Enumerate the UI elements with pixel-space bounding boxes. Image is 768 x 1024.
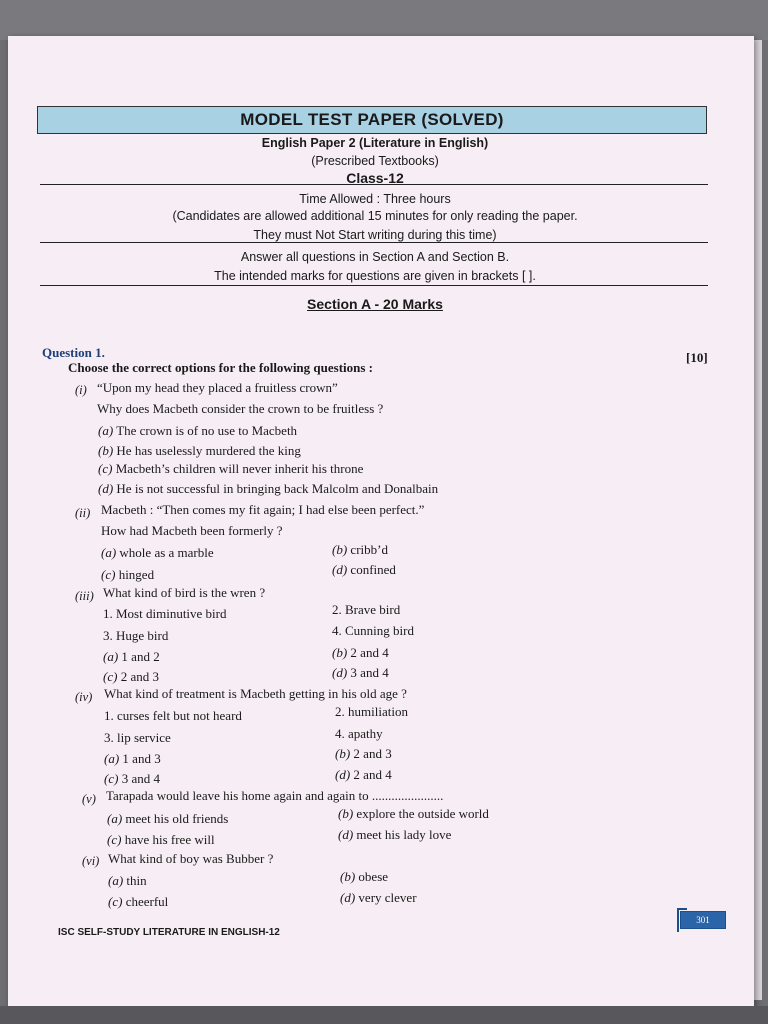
title-banner bbox=[37, 106, 707, 134]
option-text: confined bbox=[350, 562, 396, 577]
option-letter: (a) bbox=[98, 423, 114, 438]
item-question: Tarapada would leave his home again and again to ...................... bbox=[106, 788, 444, 803]
page-number: 301 bbox=[680, 911, 726, 929]
option-letter: (d) bbox=[332, 665, 348, 680]
option-text: 2 and 4 bbox=[353, 767, 392, 782]
option-text: meet his lady love bbox=[356, 827, 452, 842]
option-text: meet his old friends bbox=[125, 811, 229, 826]
option-text: 3 and 4 bbox=[121, 771, 160, 786]
item-number: (ii) bbox=[75, 506, 91, 520]
option-letter: (b) bbox=[340, 869, 356, 884]
option-letter: (d) bbox=[338, 827, 354, 842]
page-title: MODEL TEST PAPER (SOLVED) bbox=[240, 110, 504, 129]
option-letter: (b) bbox=[338, 806, 354, 821]
item-point: 4. Cunning bird bbox=[332, 623, 414, 638]
option-text: hinged bbox=[118, 567, 155, 582]
option-text: Macbeth’s children will never inherit his throne bbox=[115, 461, 364, 476]
option-text: The crown is of no use to Macbeth bbox=[116, 423, 298, 438]
option-text: have his free will bbox=[124, 832, 215, 847]
item-number: (v) bbox=[82, 792, 96, 806]
option-text: obese bbox=[358, 869, 389, 884]
item-point: 3. lip service bbox=[104, 730, 171, 745]
item-point: 1. curses felt but not heard bbox=[104, 708, 242, 723]
item-number: (vi) bbox=[82, 854, 100, 868]
option-text: 2 and 3 bbox=[353, 746, 392, 761]
question-marks: [10] bbox=[686, 350, 708, 365]
item-question: Why does Macbeth consider the crown to be fruitless ? bbox=[97, 401, 384, 416]
class-label: Class-12 bbox=[346, 170, 404, 186]
scanner-background-bottom bbox=[0, 1006, 768, 1024]
option-letter: (c) bbox=[103, 669, 118, 684]
option-letter: (d) bbox=[332, 562, 348, 577]
option-text: He has uselessly murdered the king bbox=[116, 443, 301, 458]
item-point: 3. Huge bird bbox=[103, 628, 169, 643]
option-text: 1 and 2 bbox=[121, 649, 160, 664]
option-letter: (a) bbox=[107, 811, 123, 826]
reading-time-note: (Candidates are allowed additional 15 minutes for only reading the paper. bbox=[172, 209, 578, 223]
option-text: thin bbox=[126, 873, 147, 888]
question-heading: Question 1. bbox=[42, 345, 105, 360]
option-text: cheerful bbox=[125, 894, 169, 909]
option-letter: (a) bbox=[108, 873, 124, 888]
item-question: How had Macbeth been formerly ? bbox=[101, 523, 283, 538]
option-letter: (b) bbox=[98, 443, 114, 458]
no-writing-note: They must Not Start writing during this time) bbox=[253, 228, 497, 242]
item-question: What kind of treatment is Macbeth getting in his old age ? bbox=[104, 686, 407, 701]
option-letter: (a) bbox=[104, 751, 120, 766]
option-letter: (d) bbox=[98, 481, 114, 496]
section-heading: Section A - 20 Marks bbox=[307, 296, 443, 312]
option-text: He is not successful in bringing back Malcolm and Donalbain bbox=[116, 481, 439, 496]
item-point: 2. Brave bird bbox=[332, 602, 401, 617]
item-point: 4. apathy bbox=[335, 726, 383, 741]
item-number: (iv) bbox=[75, 690, 93, 704]
item-point: 1. Most diminutive bird bbox=[103, 606, 227, 621]
option-letter: (b) bbox=[332, 542, 348, 557]
marks-note: The intended marks for questions are given in brackets [ ]. bbox=[214, 269, 536, 283]
paper-name: English Paper 2 (Literature in English) bbox=[261, 136, 489, 150]
option-text: cribb’d bbox=[350, 542, 388, 557]
item-question: What kind of boy was Bubber ? bbox=[108, 851, 274, 866]
option-text: 3 and 4 bbox=[350, 665, 389, 680]
option-letter: (c) bbox=[98, 461, 113, 476]
item-number: (i) bbox=[75, 383, 87, 397]
question-instruction: Choose the correct options for the following questions : bbox=[68, 360, 374, 375]
divider bbox=[40, 184, 708, 185]
textbooks-note: (Prescribed Textbooks) bbox=[311, 154, 439, 168]
option-letter: (d) bbox=[340, 890, 356, 905]
option-letter: (c) bbox=[107, 832, 122, 847]
option-text: 2 and 4 bbox=[350, 645, 389, 660]
item-quote: Macbeth : “Then comes my fit again; I had else been perfect.” bbox=[101, 502, 425, 517]
item-point: 2. humiliation bbox=[335, 704, 408, 719]
time-allowed: Time Allowed : Three hours bbox=[299, 192, 451, 206]
answer-all-note: Answer all questions in Section A and Section B. bbox=[240, 250, 510, 264]
option-text: 2 and 3 bbox=[120, 669, 159, 684]
option-text: 1 and 3 bbox=[122, 751, 161, 766]
option-text: explore the outside world bbox=[356, 806, 489, 821]
option-letter: (c) bbox=[108, 894, 123, 909]
divider bbox=[40, 285, 708, 286]
option-text: whole as a marble bbox=[119, 545, 214, 560]
book-title-footer: ISC SELF-STUDY LITERATURE IN ENGLISH-12 bbox=[58, 927, 280, 938]
scanner-background-top bbox=[0, 0, 768, 40]
option-letter: (d) bbox=[335, 767, 351, 782]
option-letter: (c) bbox=[101, 567, 116, 582]
option-text: very clever bbox=[358, 890, 417, 905]
item-question: What kind of bird is the wren ? bbox=[103, 585, 266, 600]
item-number: (iii) bbox=[75, 589, 94, 603]
option-letter: (c) bbox=[104, 771, 119, 786]
divider bbox=[40, 242, 708, 243]
option-letter: (a) bbox=[101, 545, 117, 560]
item-quote: “Upon my head they placed a fruitless crown” bbox=[97, 380, 338, 395]
option-letter: (b) bbox=[332, 645, 348, 660]
option-letter: (a) bbox=[103, 649, 119, 664]
option-letter: (b) bbox=[335, 746, 351, 761]
